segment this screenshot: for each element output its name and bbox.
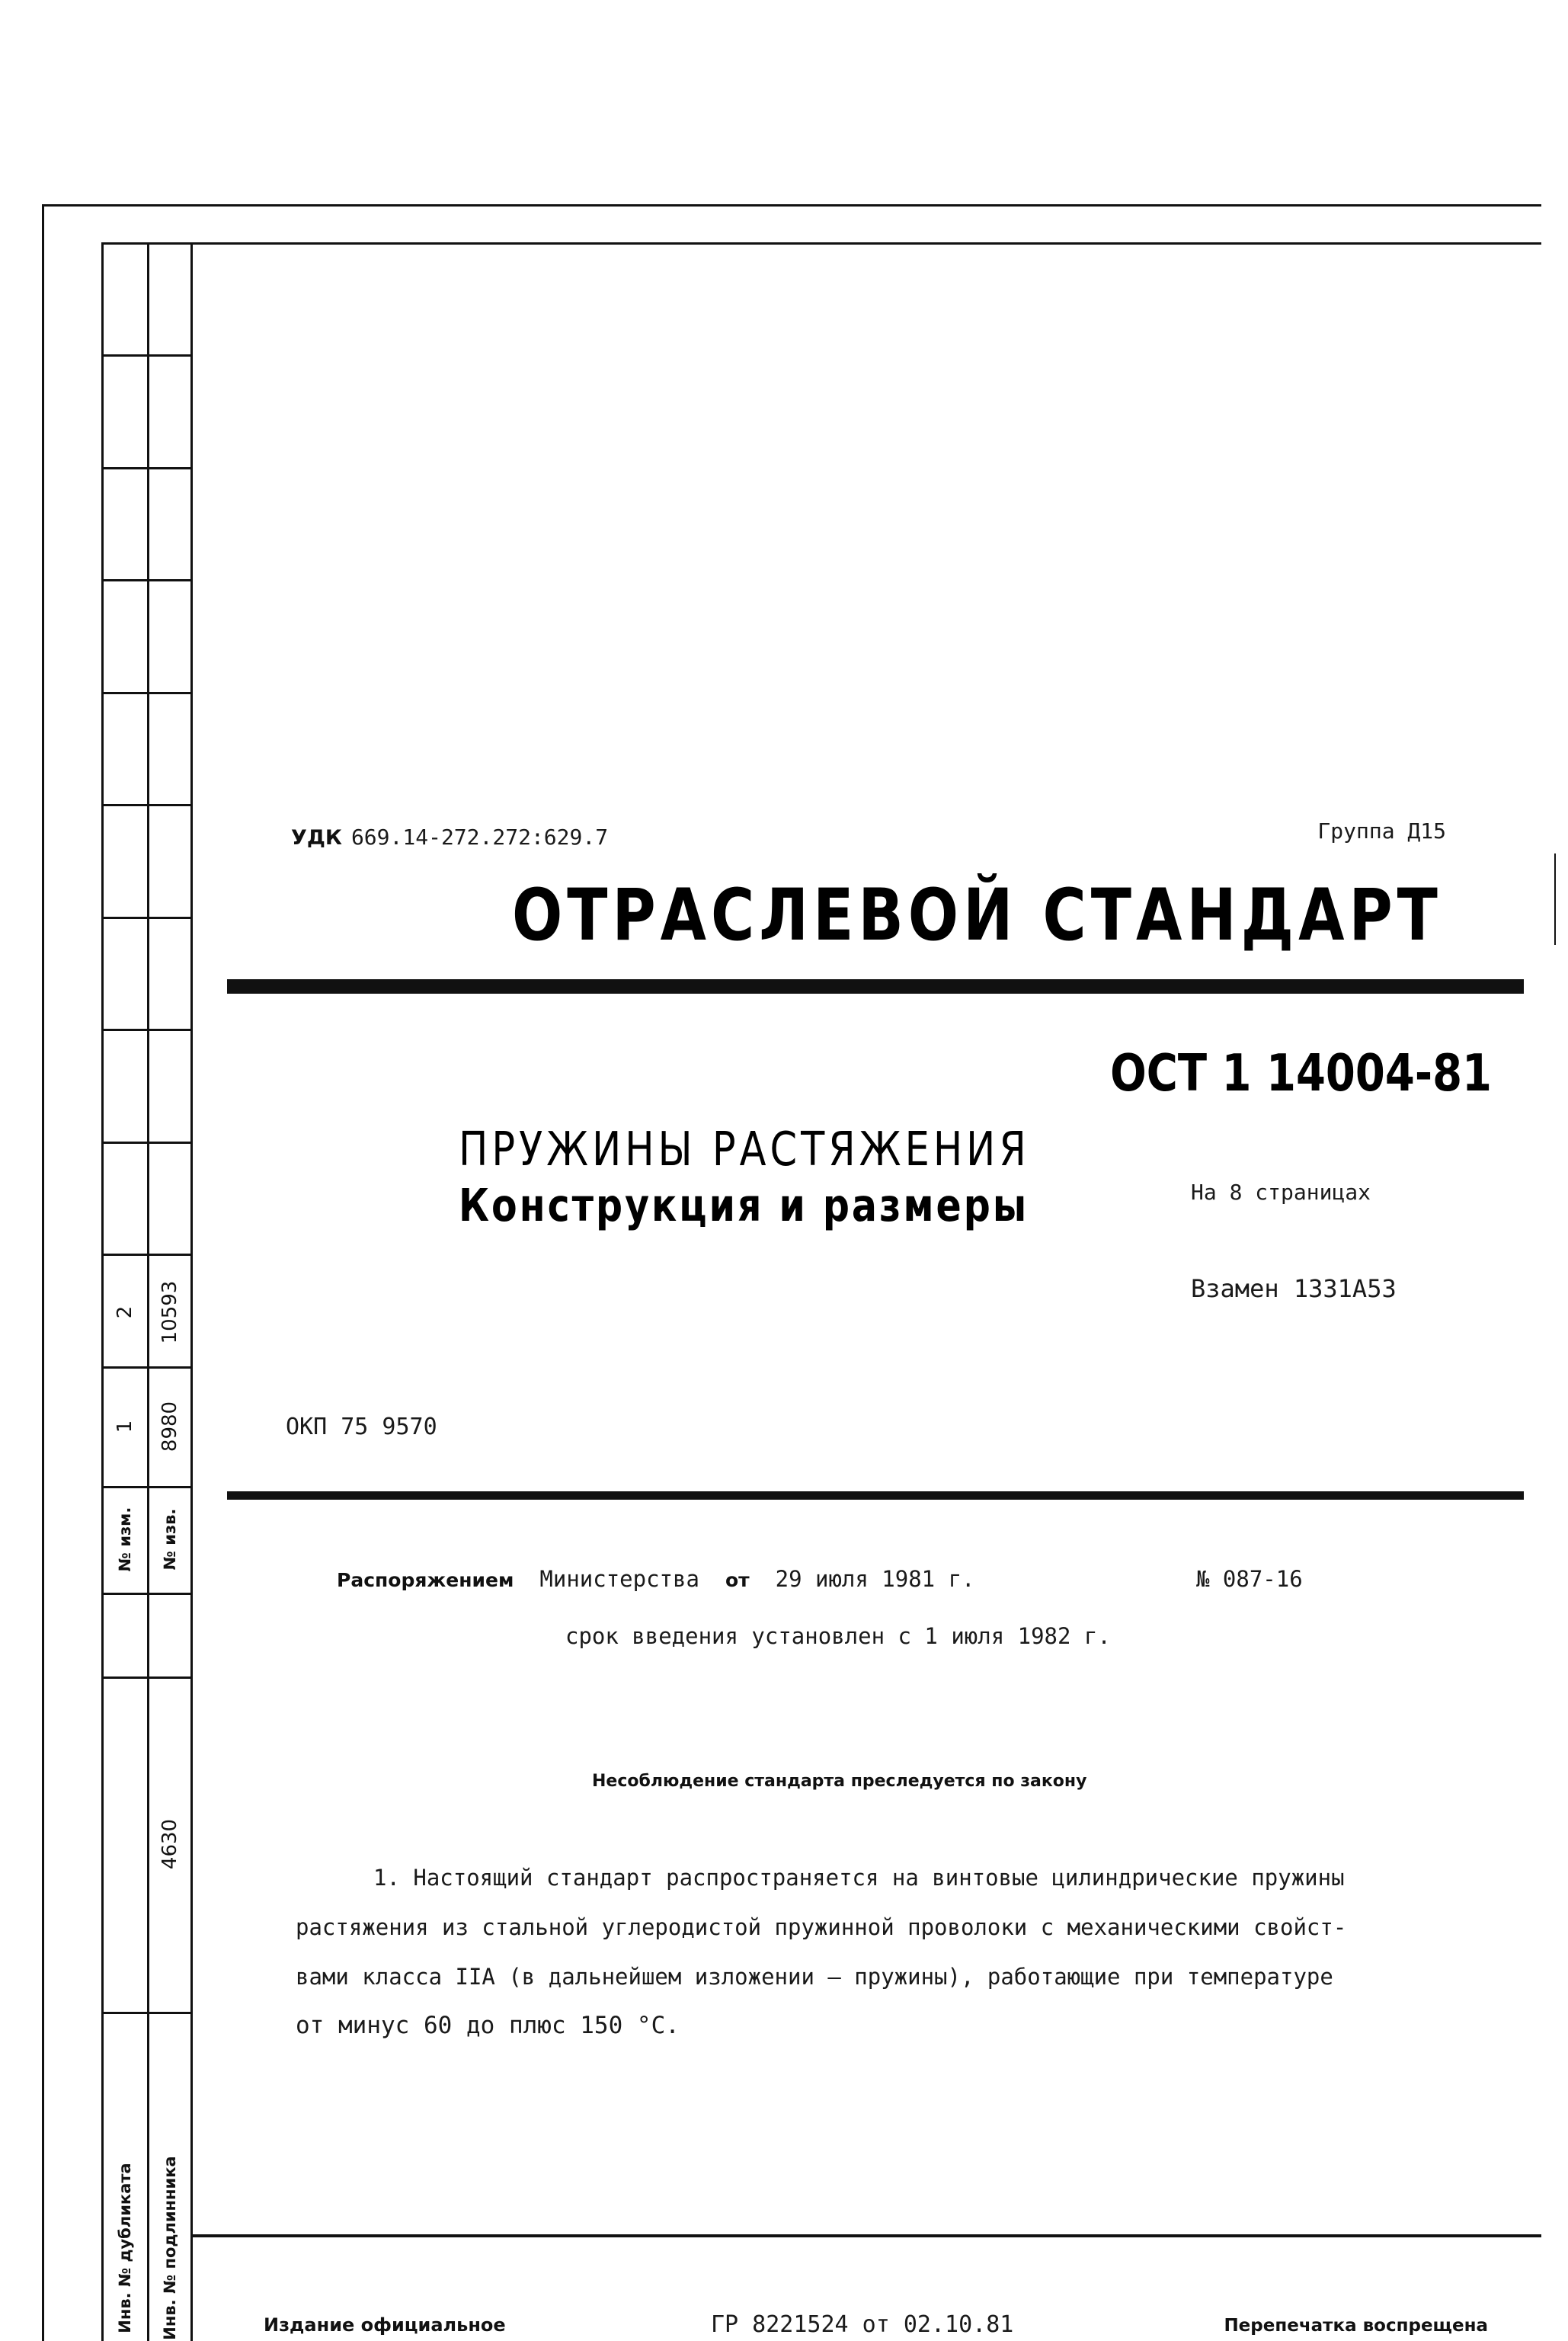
body-line-4: от минус 60 до плюс 150 °С.	[296, 2012, 680, 2039]
replaces-note: Взамен 1331А53	[1191, 1274, 1397, 1303]
side-cell-divider	[101, 917, 193, 919]
side-change-label: № изм.	[116, 1507, 134, 1572]
side-duplicate-label: Инв. № дубликата	[116, 2163, 134, 2333]
order-number: № 087-16	[1196, 1566, 1303, 1592]
edition-note: Издание официальное	[264, 2314, 506, 2336]
udk-code: 669.14-272.272:629.7	[350, 825, 609, 850]
registration-number: ГР 8221524 от 02.10.81	[711, 2311, 1014, 2338]
right-margin-mark	[1554, 853, 1556, 945]
page-count: На 8 страницах	[1191, 1180, 1371, 1205]
body-line-3: вами класса IIA (в дальнейшем изложении – пружины), работающие при температуре	[296, 1964, 1333, 1990]
standard-name: ПРУЖИНЫ РАСТЯЖЕНИЯ	[459, 1123, 1030, 1177]
side-cell-divider	[101, 692, 193, 694]
frame-left-border	[42, 204, 44, 2341]
side-cell-divider	[101, 467, 193, 469]
udk-line	[291, 825, 608, 850]
side-change-1: 1	[114, 1420, 136, 1433]
effective-date: срок введения установлен с 1 июля 1982 г.	[565, 1623, 1111, 1649]
section-rule	[227, 1491, 1524, 1500]
legal-warning: Несоблюдение стандарта преследуется по закону	[592, 1772, 1087, 1791]
side-column-left-border	[101, 242, 104, 2341]
standard-subtitle: Конструкция и размеры	[459, 1180, 1029, 1232]
order-date: 29 июля 1981 г.	[775, 1566, 975, 1592]
side-cell-divider	[101, 1366, 193, 1369]
frame-top-border	[42, 204, 1541, 207]
title-rule	[227, 979, 1524, 994]
side-notice-1: 8980	[158, 1401, 181, 1452]
side-column-middle-border	[147, 242, 149, 2341]
side-cell-divider	[101, 1676, 193, 1679]
order-label: Распоряжением	[337, 1569, 514, 1591]
side-column-top-border	[101, 242, 1541, 245]
side-notice-2: 10593	[158, 1280, 181, 1344]
footer-rule	[190, 2234, 1541, 2237]
side-cell-divider	[101, 1254, 193, 1256]
content-left-border	[190, 242, 193, 2341]
side-cell-divider	[101, 1029, 193, 1031]
reprint-note: Перепечатка воспрещена	[1224, 2316, 1488, 2336]
side-cell-divider	[101, 2012, 193, 2014]
side-original-label: Инв. № подлинника	[161, 2156, 179, 2340]
order-ministry: Министерства	[539, 1566, 699, 1592]
side-cell-divider	[101, 354, 193, 357]
group-code: Группа Д15	[1317, 818, 1446, 844]
udk-label: УДК	[291, 826, 342, 850]
side-cell-divider	[101, 1142, 193, 1144]
side-cell-divider	[101, 579, 193, 581]
standard-number: ОСТ 1 14004-81	[1110, 1044, 1492, 1103]
side-change-2: 2	[114, 1305, 136, 1319]
body-line-1: 1. Настоящий стандарт распространяется на винтовые цилиндрические пружины	[373, 1865, 1345, 1891]
side-cell-divider	[101, 1593, 193, 1595]
side-cell-divider	[101, 804, 193, 806]
okp-code: ОКП 75 9570	[286, 1414, 437, 1440]
order-line	[337, 1566, 975, 1592]
side-original-number: 4630	[158, 1818, 181, 1870]
side-notice-label: № изв.	[161, 1508, 179, 1571]
order-from: от	[725, 1569, 750, 1591]
page-title: ОТРАСЛЕВОЙ СТАНДАРТ	[512, 875, 1442, 957]
side-cell-divider	[101, 1486, 193, 1488]
body-line-2: растяжения из стальной углеродистой пружинной проволоки с механическими свойст-	[296, 1914, 1347, 1940]
